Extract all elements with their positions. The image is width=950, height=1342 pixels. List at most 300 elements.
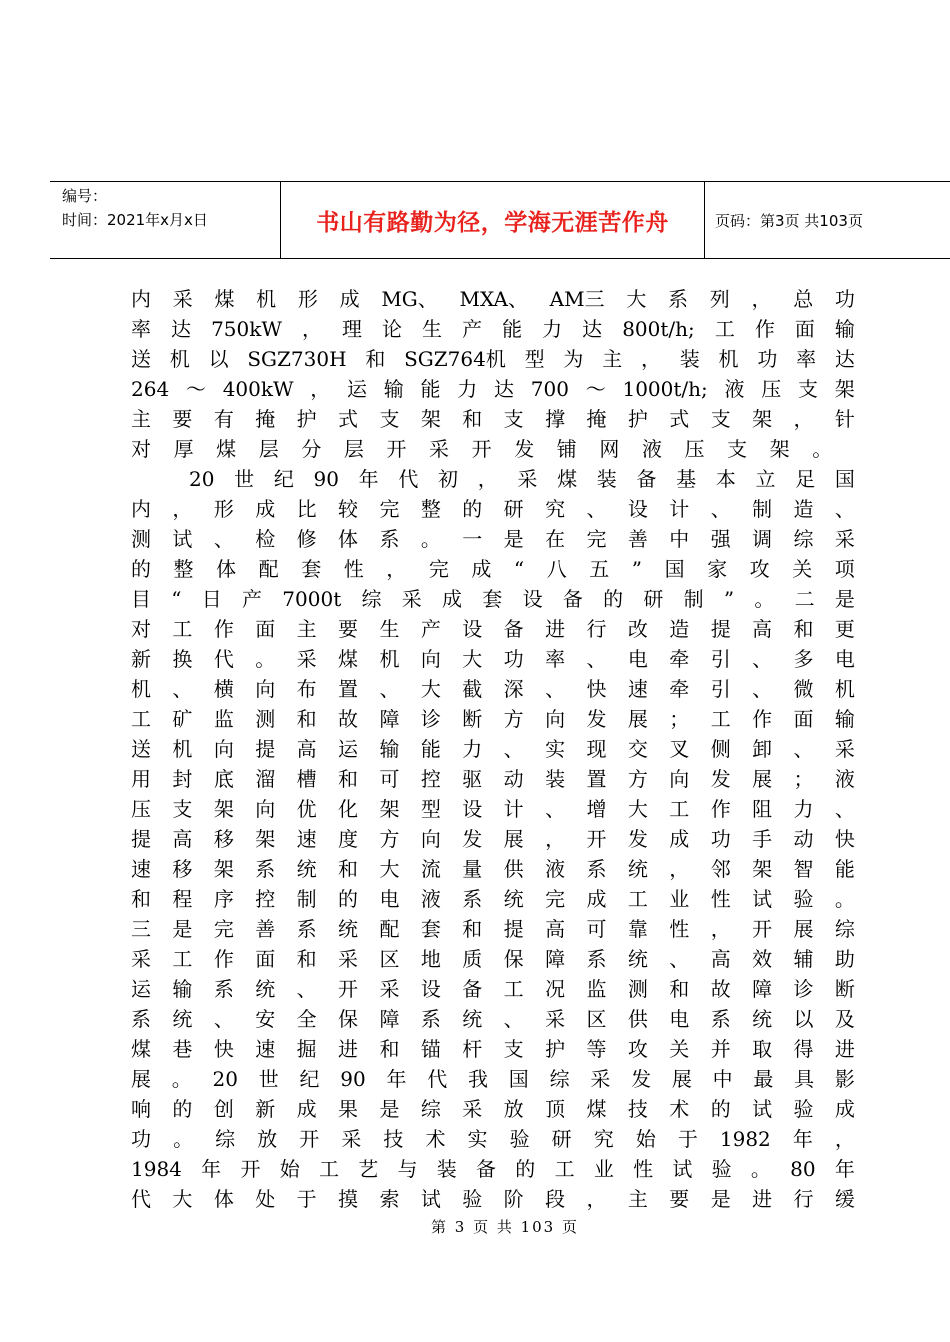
text-token: 备: [462, 977, 483, 1001]
text-token: 验: [462, 1187, 483, 1211]
text-token: 术: [425, 1127, 446, 1151]
text-token: 更: [834, 617, 855, 641]
text-token: 展: [503, 827, 524, 851]
text-token: 撑: [545, 407, 566, 431]
text-token: 90: [313, 467, 339, 491]
text-token: 故: [338, 707, 359, 731]
text-line: [131, 734, 855, 764]
text-token: 工: [172, 617, 193, 641]
text-token: 主: [627, 1187, 648, 1211]
text-token: 供: [627, 1007, 648, 1031]
text-token: 支: [379, 407, 400, 431]
text-token: 为: [563, 347, 584, 371]
text-token: 提: [255, 737, 276, 761]
text-line: [131, 464, 855, 494]
text-token: 智: [793, 857, 814, 881]
text-token: 系: [710, 1007, 731, 1031]
text-token: 控: [255, 887, 276, 911]
text-token: 流: [420, 857, 441, 881]
text-token: 展: [752, 767, 773, 791]
text-token: 。: [420, 527, 441, 551]
text-token: 、: [296, 977, 317, 1001]
text-token: 艺: [358, 1157, 379, 1181]
text-line: [131, 1034, 855, 1064]
text-token: 机: [256, 287, 277, 311]
text-token: 阻: [752, 797, 773, 821]
text-token: 采: [429, 437, 450, 461]
text-token: 、: [586, 647, 607, 671]
text-token: 输: [834, 317, 855, 341]
text-token: 大: [172, 1187, 193, 1211]
text-token: 内: [131, 497, 151, 521]
text-token: 运: [338, 737, 359, 761]
text-token: 统: [296, 857, 317, 881]
text-token: 放: [257, 1127, 278, 1151]
text-token: 开: [586, 827, 607, 851]
text-token: 分: [301, 437, 322, 461]
text-token: 成: [669, 827, 690, 851]
text-token: 国: [834, 467, 855, 491]
text-token: 支: [727, 437, 748, 461]
text-token: 全: [296, 1007, 317, 1031]
text-token: 内: [131, 287, 151, 311]
text-token: 诊: [420, 707, 441, 731]
text-token: 家: [707, 557, 728, 581]
text-token: 工: [627, 887, 648, 911]
text-token: 、: [213, 1007, 234, 1031]
text-token: 向: [420, 827, 441, 851]
text-token: 二: [794, 587, 815, 611]
text-token: 是: [503, 527, 524, 551]
text-token: 阶: [503, 1187, 524, 1211]
text-token: 发: [710, 767, 731, 791]
text-token: 要: [172, 407, 193, 431]
text-token: 和: [131, 887, 151, 911]
text-token: 高: [172, 827, 193, 851]
text-token: 展: [793, 917, 814, 941]
text-token: 一: [462, 527, 483, 551]
text-line: [131, 344, 855, 374]
text-token: 、: [545, 797, 566, 821]
text-line: [131, 1094, 855, 1124]
text-token: 高: [752, 617, 773, 641]
text-token: 展: [131, 1067, 151, 1091]
text-token: 大: [462, 647, 483, 671]
text-token: 生: [379, 617, 400, 641]
text-token: 力: [793, 797, 814, 821]
text-token: 主: [296, 617, 317, 641]
text-token: 性: [343, 557, 364, 581]
text-token: 修: [296, 527, 317, 551]
text-token: 段: [545, 1187, 566, 1211]
text-token: 提: [710, 617, 731, 641]
text-token: 整: [420, 497, 441, 521]
text-token: 套: [420, 917, 441, 941]
text-token: 采: [296, 647, 317, 671]
text-token: 牵: [669, 677, 690, 701]
text-line: [131, 404, 855, 434]
text-token: SGZ764机: [404, 347, 506, 371]
text-token: 、: [545, 677, 566, 701]
text-token: 电: [834, 647, 855, 671]
text-token: 造: [793, 497, 814, 521]
text-line: [131, 974, 855, 1004]
text-token: 作: [752, 707, 773, 731]
text-token: 开: [240, 1157, 261, 1181]
text-token: 测: [131, 527, 151, 551]
text-token: 架: [213, 857, 234, 881]
text-token: 验: [793, 887, 814, 911]
text-token: 截: [462, 677, 483, 701]
text-token: 关: [669, 1037, 690, 1061]
text-token: 和: [296, 947, 317, 971]
text-token: 始: [279, 1157, 300, 1181]
text-token: 采: [338, 947, 359, 971]
text-token: 和: [669, 977, 690, 1001]
text-token: 攻: [749, 557, 770, 581]
text-line: [131, 314, 855, 344]
text-token: 整: [173, 557, 194, 581]
text-token: 成: [255, 497, 276, 521]
text-token: 方: [627, 767, 648, 791]
text-token: 增: [586, 797, 607, 821]
text-token: 采: [172, 287, 193, 311]
text-token: 设: [420, 977, 441, 1001]
text-token: 采: [341, 1127, 362, 1151]
text-token: 动: [793, 827, 814, 851]
text-line: [131, 584, 855, 614]
text-token: 最: [753, 1067, 774, 1091]
text-token: 年: [386, 1067, 407, 1091]
text-token: 是: [379, 1097, 400, 1121]
text-token: 产: [242, 587, 263, 611]
text-token: 、: [834, 497, 855, 521]
text-line: [131, 674, 855, 704]
text-token: 煤: [214, 287, 235, 311]
text-token: 、: [213, 527, 234, 551]
text-token: 设: [462, 797, 483, 821]
text-token: 量: [462, 857, 483, 881]
text-token: 统: [462, 1007, 483, 1031]
text-token: 八: [546, 557, 567, 581]
text-token: 综: [834, 917, 855, 941]
text-token: 机: [379, 647, 400, 671]
text-token: 实: [545, 737, 566, 761]
text-token: 列: [709, 287, 730, 311]
text-token: 输: [834, 707, 855, 731]
text-token: 统: [172, 1007, 193, 1031]
text-token: 邻: [710, 857, 731, 881]
text-token: 的: [172, 1097, 193, 1121]
document-date-label: 时间：2021年x月x日: [62, 211, 208, 229]
text-token: 向: [545, 707, 566, 731]
text-token: 巷: [172, 1037, 193, 1061]
text-token: 中: [669, 527, 690, 551]
text-token: 三: [131, 917, 151, 941]
text-token: 计: [669, 497, 690, 521]
text-token: 研: [643, 587, 664, 611]
text-token: 完: [545, 887, 566, 911]
text-token: 和: [462, 407, 483, 431]
text-token: 引: [710, 677, 731, 701]
text-token: ，: [310, 377, 331, 401]
text-token: 系: [379, 527, 400, 551]
text-token: 试: [672, 1157, 693, 1181]
text-token: 面: [255, 617, 276, 641]
text-token: 功: [834, 287, 855, 311]
text-token: 机: [169, 347, 190, 371]
text-token: 掩: [586, 407, 607, 431]
text-token: 诊: [793, 977, 814, 1001]
text-token: 向: [255, 677, 276, 701]
text-token: 辅: [793, 947, 814, 971]
text-token: 率: [796, 347, 817, 371]
header-page-cell: [705, 182, 950, 258]
text-token: 新: [255, 1097, 276, 1121]
text-token: “: [513, 557, 525, 581]
text-token: 力: [462, 737, 483, 761]
text-token: 缓: [834, 1187, 855, 1211]
text-token: 统: [255, 977, 276, 1001]
text-token: 面: [794, 317, 815, 341]
text-token: 采: [517, 467, 538, 491]
text-token: 大: [627, 797, 648, 821]
text-token: 向: [213, 737, 234, 761]
text-token: ，: [477, 467, 498, 491]
text-token: 完: [428, 557, 449, 581]
text-token: 速: [627, 677, 648, 701]
text-token: 输: [172, 977, 193, 1001]
text-token: 产: [462, 317, 483, 341]
text-token: 、: [172, 677, 193, 701]
text-token: 支: [503, 407, 524, 431]
text-token: 、: [752, 677, 773, 701]
text-token: 体: [338, 527, 359, 551]
text-token: 地: [420, 947, 441, 971]
text-token: 质: [462, 947, 483, 971]
text-token: 试: [172, 527, 193, 551]
text-token: 护: [296, 407, 317, 431]
text-token: 作: [710, 797, 731, 821]
text-token: 功: [503, 647, 524, 671]
text-token: 设: [522, 587, 543, 611]
text-token: 可: [586, 917, 607, 941]
text-token: 试: [420, 1187, 441, 1211]
text-token: 影: [834, 1067, 855, 1091]
text-token: 溜: [255, 767, 276, 791]
text-token: 开: [299, 1127, 320, 1151]
text-token: 送: [131, 737, 151, 761]
text-token: 发: [627, 827, 648, 851]
text-token: 工: [554, 1157, 575, 1181]
text-token: 对: [131, 437, 151, 461]
text-token: 工: [503, 977, 524, 1001]
text-token: 足: [795, 467, 816, 491]
text-token: 达: [494, 377, 515, 401]
text-token: 264: [131, 377, 170, 401]
header-motto: 书山有路勤为径，学海无涯苦作舟: [316, 209, 669, 236]
text-token: 发: [514, 437, 535, 461]
text-token: 开: [386, 437, 407, 461]
text-token: 新: [131, 647, 151, 671]
text-token: 体: [213, 1187, 234, 1211]
text-token: 较: [338, 497, 359, 521]
text-token: 面: [793, 707, 814, 731]
text-token: 的: [338, 887, 359, 911]
text-token: 行: [793, 1187, 814, 1211]
text-token: 的: [515, 1157, 536, 1181]
text-token: 多: [793, 647, 814, 671]
text-token: 国: [508, 1067, 529, 1091]
text-token: 配: [379, 917, 400, 941]
header-page-info: 页码：第3页 共103页: [715, 211, 863, 230]
text-token: 发: [631, 1067, 652, 1091]
text-token: 备: [562, 587, 583, 611]
text-token: 能: [420, 377, 441, 401]
text-token: 。: [754, 587, 775, 611]
text-token: 1000t/h;: [622, 377, 708, 401]
text-token: 系: [586, 947, 607, 971]
text-token: 高: [710, 947, 731, 971]
text-token: 20: [189, 467, 215, 491]
text-token: 系: [255, 857, 276, 881]
text-token: 功: [710, 827, 731, 851]
text-token: 业: [593, 1157, 614, 1181]
text-token: 功: [131, 1127, 151, 1151]
text-token: 提: [131, 827, 151, 851]
text-token: 实: [467, 1127, 488, 1151]
text-token: 性: [710, 887, 731, 911]
text-token: 主: [131, 407, 151, 431]
text-token: 响: [131, 1097, 151, 1121]
text-token: 大: [420, 677, 441, 701]
text-token: 。: [171, 1067, 192, 1091]
text-token: 完: [379, 497, 400, 521]
text-token: 年: [792, 1127, 813, 1151]
text-token: 可: [379, 767, 400, 791]
text-token: 快: [213, 1037, 234, 1061]
text-token: 和: [296, 707, 317, 731]
text-token: ；: [669, 707, 690, 731]
text-token: 系: [296, 917, 317, 941]
text-token: 摸: [338, 1187, 359, 1211]
text-token: 开: [471, 437, 492, 461]
text-token: 展: [627, 707, 648, 731]
text-token: 电: [627, 647, 648, 671]
text-token: 提: [503, 917, 524, 941]
text-token: 800t/h;: [622, 317, 695, 341]
text-token: 关: [792, 557, 813, 581]
footer-page-number: 第 3 页 共 103 页: [430, 1218, 579, 1236]
text-token: 供: [503, 857, 524, 881]
text-token: 运: [347, 377, 368, 401]
text-token: 。: [812, 437, 833, 461]
text-token: 和: [793, 617, 814, 641]
text-line: [131, 554, 855, 584]
text-token: 在: [545, 527, 566, 551]
text-token: 测: [627, 977, 648, 1001]
text-token: 靠: [627, 917, 648, 941]
text-token: 矿: [172, 707, 193, 731]
text-line: [131, 434, 855, 464]
text-token: ；: [793, 767, 814, 791]
text-token: 障: [379, 707, 400, 731]
text-token: 调: [752, 527, 773, 551]
text-token: 研: [551, 1127, 572, 1151]
text-token: 达: [834, 347, 855, 371]
text-token: 展: [671, 1067, 692, 1091]
text-token: 综: [549, 1067, 570, 1091]
text-token: 善: [627, 527, 648, 551]
text-token: 备: [636, 467, 657, 491]
text-token: 锚: [420, 1037, 441, 1061]
text-token: 750kW: [211, 317, 282, 341]
text-token: 行: [586, 617, 607, 641]
text-token: 、: [834, 797, 855, 821]
text-token: 目: [131, 587, 151, 611]
text-line: [131, 494, 855, 524]
text-token: 于: [296, 1187, 317, 1211]
text-token: 改: [627, 617, 648, 641]
text-token: 系: [586, 857, 607, 881]
text-token: 体: [216, 557, 237, 581]
text-token: 果: [338, 1097, 359, 1121]
text-token: 叉: [669, 737, 690, 761]
text-token: 发: [586, 707, 607, 731]
text-line: [131, 1124, 855, 1154]
text-token: 向: [420, 647, 441, 671]
text-token: 置: [338, 677, 359, 701]
text-token: 90: [340, 1067, 366, 1091]
text-token: 统: [503, 887, 524, 911]
text-token: 架: [752, 407, 773, 431]
text-token: 配: [258, 557, 279, 581]
header-motto-cell: [281, 182, 705, 258]
text-token: 煤: [131, 1037, 151, 1061]
text-token: 与: [397, 1157, 418, 1181]
text-token: 统: [627, 857, 648, 881]
text-token: 设: [627, 497, 648, 521]
body-text: [131, 284, 855, 1214]
text-token: 系: [131, 1007, 151, 1031]
text-token: 保: [503, 947, 524, 971]
text-token: 型: [420, 797, 441, 821]
text-token: 试: [752, 887, 773, 911]
text-token: ”: [723, 587, 735, 611]
text-token: 700: [530, 377, 569, 401]
text-token: 式: [669, 407, 690, 431]
text-token: ，: [640, 347, 661, 371]
text-token: 的: [462, 497, 483, 521]
text-token: 形: [297, 287, 318, 311]
text-token: 液: [545, 857, 566, 881]
text-line: [131, 794, 855, 824]
text-token: 发: [462, 827, 483, 851]
text-token: 交: [627, 737, 648, 761]
text-token: 障: [379, 1007, 400, 1031]
text-token: 采: [379, 977, 400, 1001]
text-token: 和: [365, 347, 386, 371]
text-token: 速: [255, 1037, 276, 1061]
text-token: 测: [255, 707, 276, 731]
text-token: 进: [545, 617, 566, 641]
text-token: ，: [793, 407, 814, 431]
text-token: ，: [669, 857, 690, 881]
text-token: 护: [627, 407, 648, 431]
text-token: 开: [752, 917, 773, 941]
text-token: 初: [438, 467, 459, 491]
text-token: 用: [131, 767, 151, 791]
